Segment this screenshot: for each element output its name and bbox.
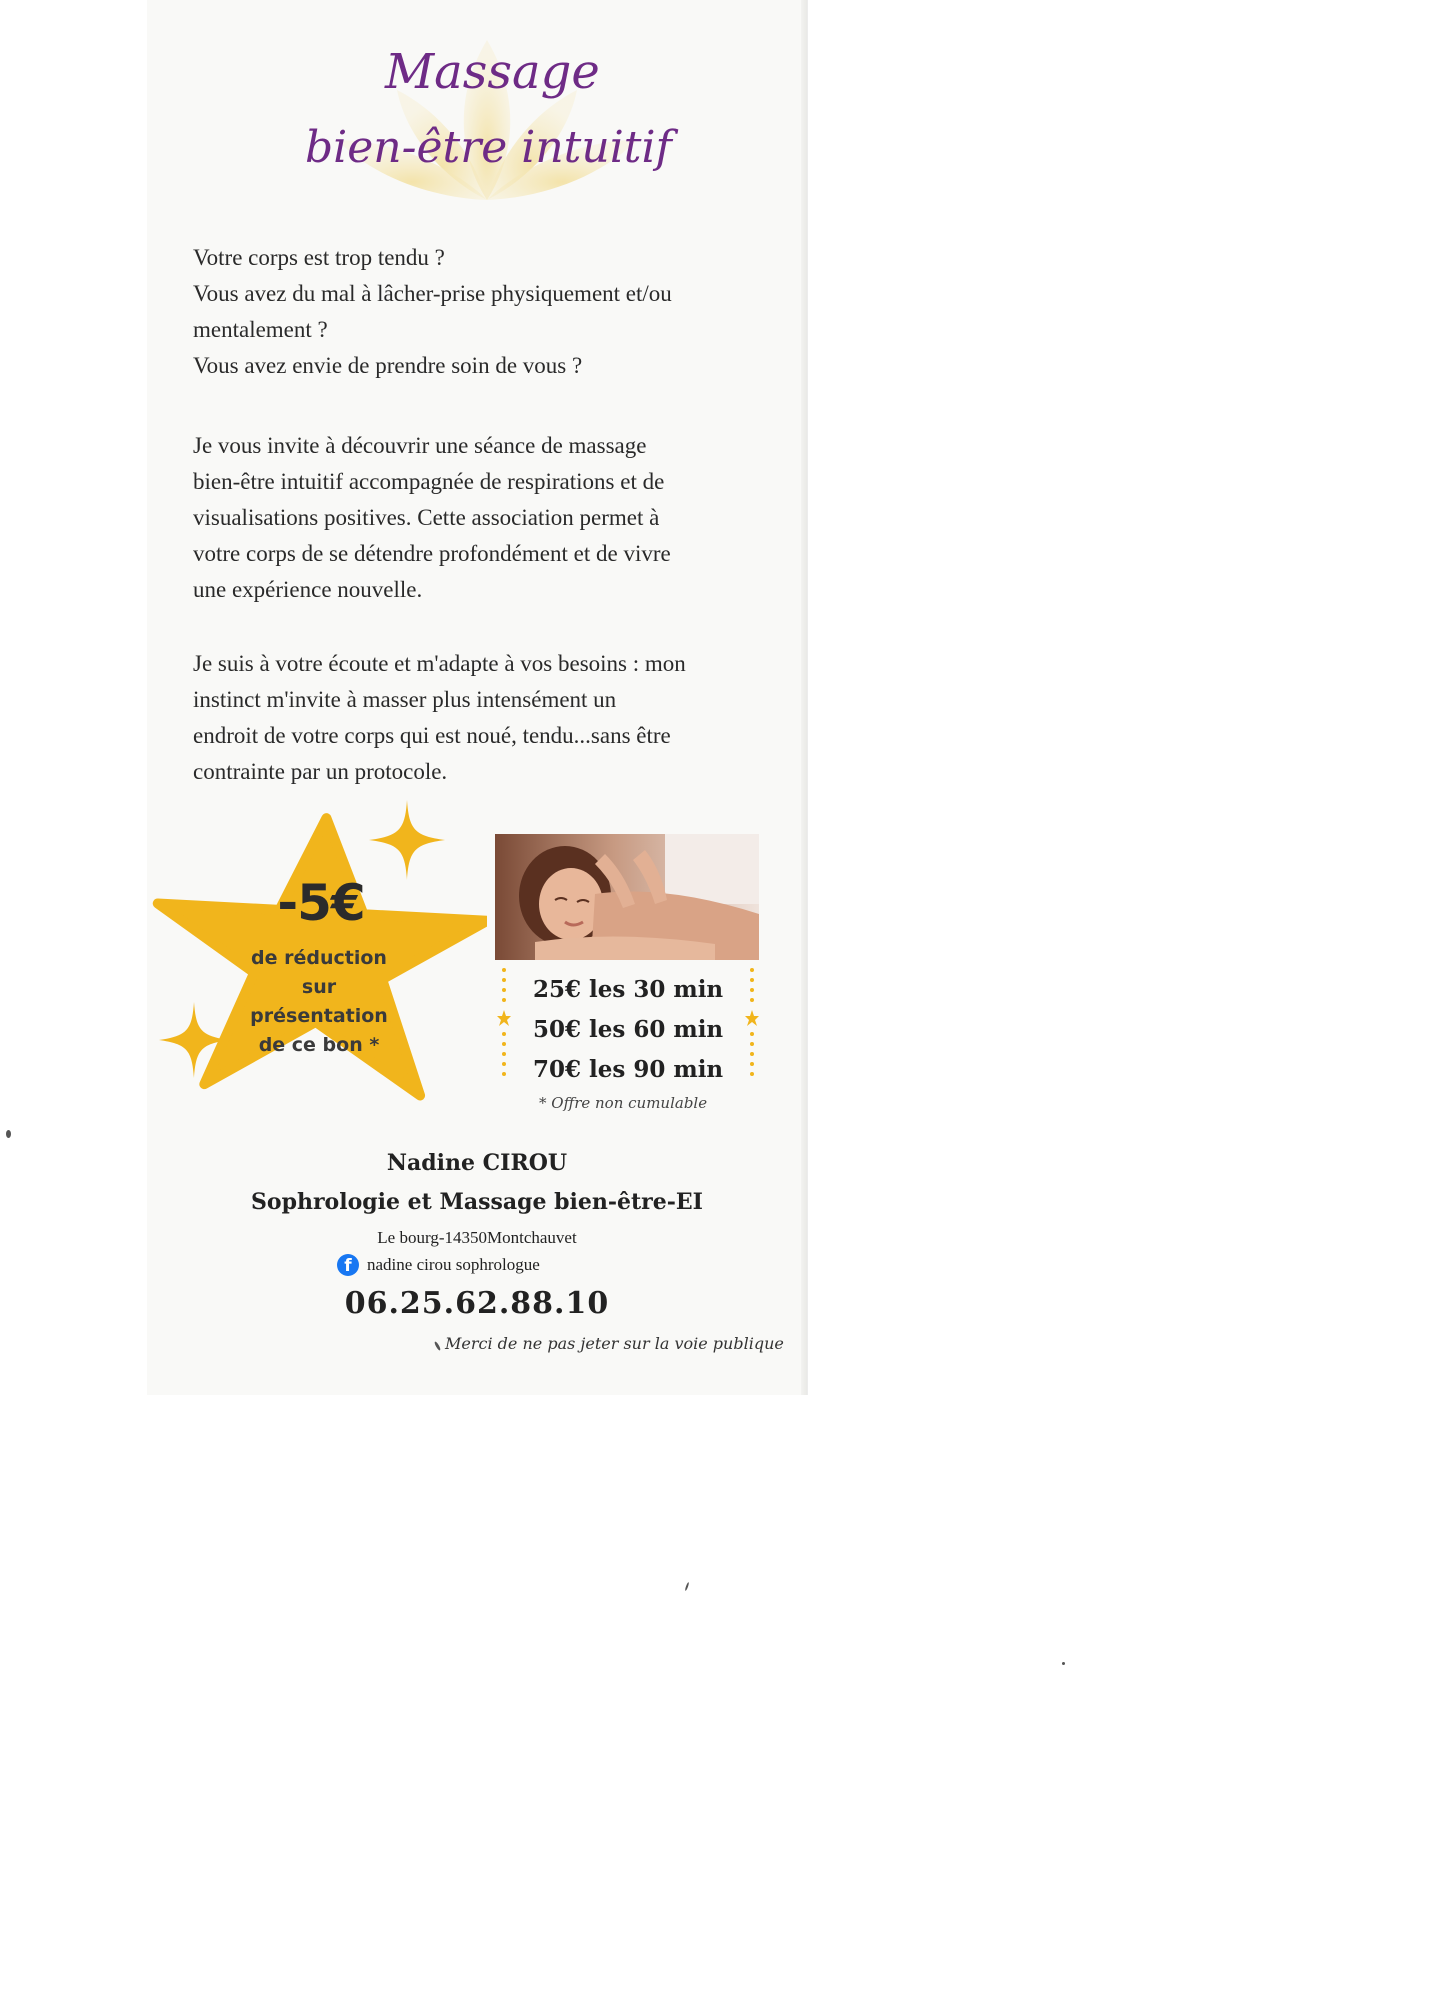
price-list [533,970,743,1090]
massage-photo [495,834,759,960]
invitation-line: une expérience nouvelle. [193,577,423,602]
discount-line: de réduction [251,947,387,969]
dotted-border-icon [745,966,759,1086]
discount-amount: -5€ [277,874,365,932]
title-line-2: bien-être intuitif [305,122,672,173]
contact-phone: 06.25.62.88.10 [344,1286,610,1321]
intro-line: mentalement ? [193,317,328,342]
scan-speck [1062,1662,1065,1665]
intro-paragraph [193,240,773,384]
price-item: 25€ les 30 min [533,976,724,1003]
invitation-paragraph [193,428,773,608]
invitation-line: bien-être intuitif accompagnée de respirations et de [193,469,665,494]
flyer-edge [801,0,807,1395]
contact-business: Sophrologie et Massage bien-être-EI [251,1189,703,1215]
listening-line: Je suis à votre écoute et m'adapte à vos besoins : mon [193,651,686,676]
offer-note: * Offre non cumulable [539,1094,708,1112]
dotted-border-icon [497,966,511,1086]
invitation-line: visualisations positives. Cette association permet à [193,505,660,530]
title-line-1: Massage [385,44,600,100]
facebook-icon: f [337,1254,359,1276]
footer-note: Merci de ne pas jeter sur la voie publique [445,1334,784,1353]
sparkle-icon [369,800,445,880]
scan-speck [6,1130,11,1138]
discount-line: de ce bon * [258,1034,380,1056]
flyer [147,0,807,1395]
intro-line: Vous avez envie de prendre soin de vous ? [193,353,583,378]
scan-speck [685,1582,690,1591]
massage-photo-illustration [495,834,759,960]
sparkle-icon [159,1002,229,1078]
discount-line: sur [301,976,337,998]
invitation-line: votre corps de se détendre profondément et de vivre [193,541,671,566]
discount-text [235,944,403,1060]
price-item: 50€ les 60 min [533,1016,724,1043]
invitation-line: Je vous invite à découvrir une séance de massage [193,433,647,458]
contact-facebook [337,1254,540,1276]
listening-paragraph [193,646,773,790]
intro-line: Vous avez du mal à lâcher-prise physiquement et/ou [193,281,672,306]
listening-line: instinct m'invite à masser plus intensément un [193,687,617,712]
facebook-handle: nadine cirou sophrologue [367,1255,540,1274]
price-item: 70€ les 90 min [533,1056,724,1083]
listening-line: contrainte par un protocole. [193,759,448,784]
contact-name: Nadine CIROU [386,1150,568,1176]
intro-line: Votre corps est trop tendu ? [193,245,445,270]
discount-line: présentation [250,1005,388,1027]
contact-address: Le bourg-14350Montchauvet [377,1228,577,1247]
listening-line: endroit de votre corps qui est noué, tendu...sans être [193,723,671,748]
